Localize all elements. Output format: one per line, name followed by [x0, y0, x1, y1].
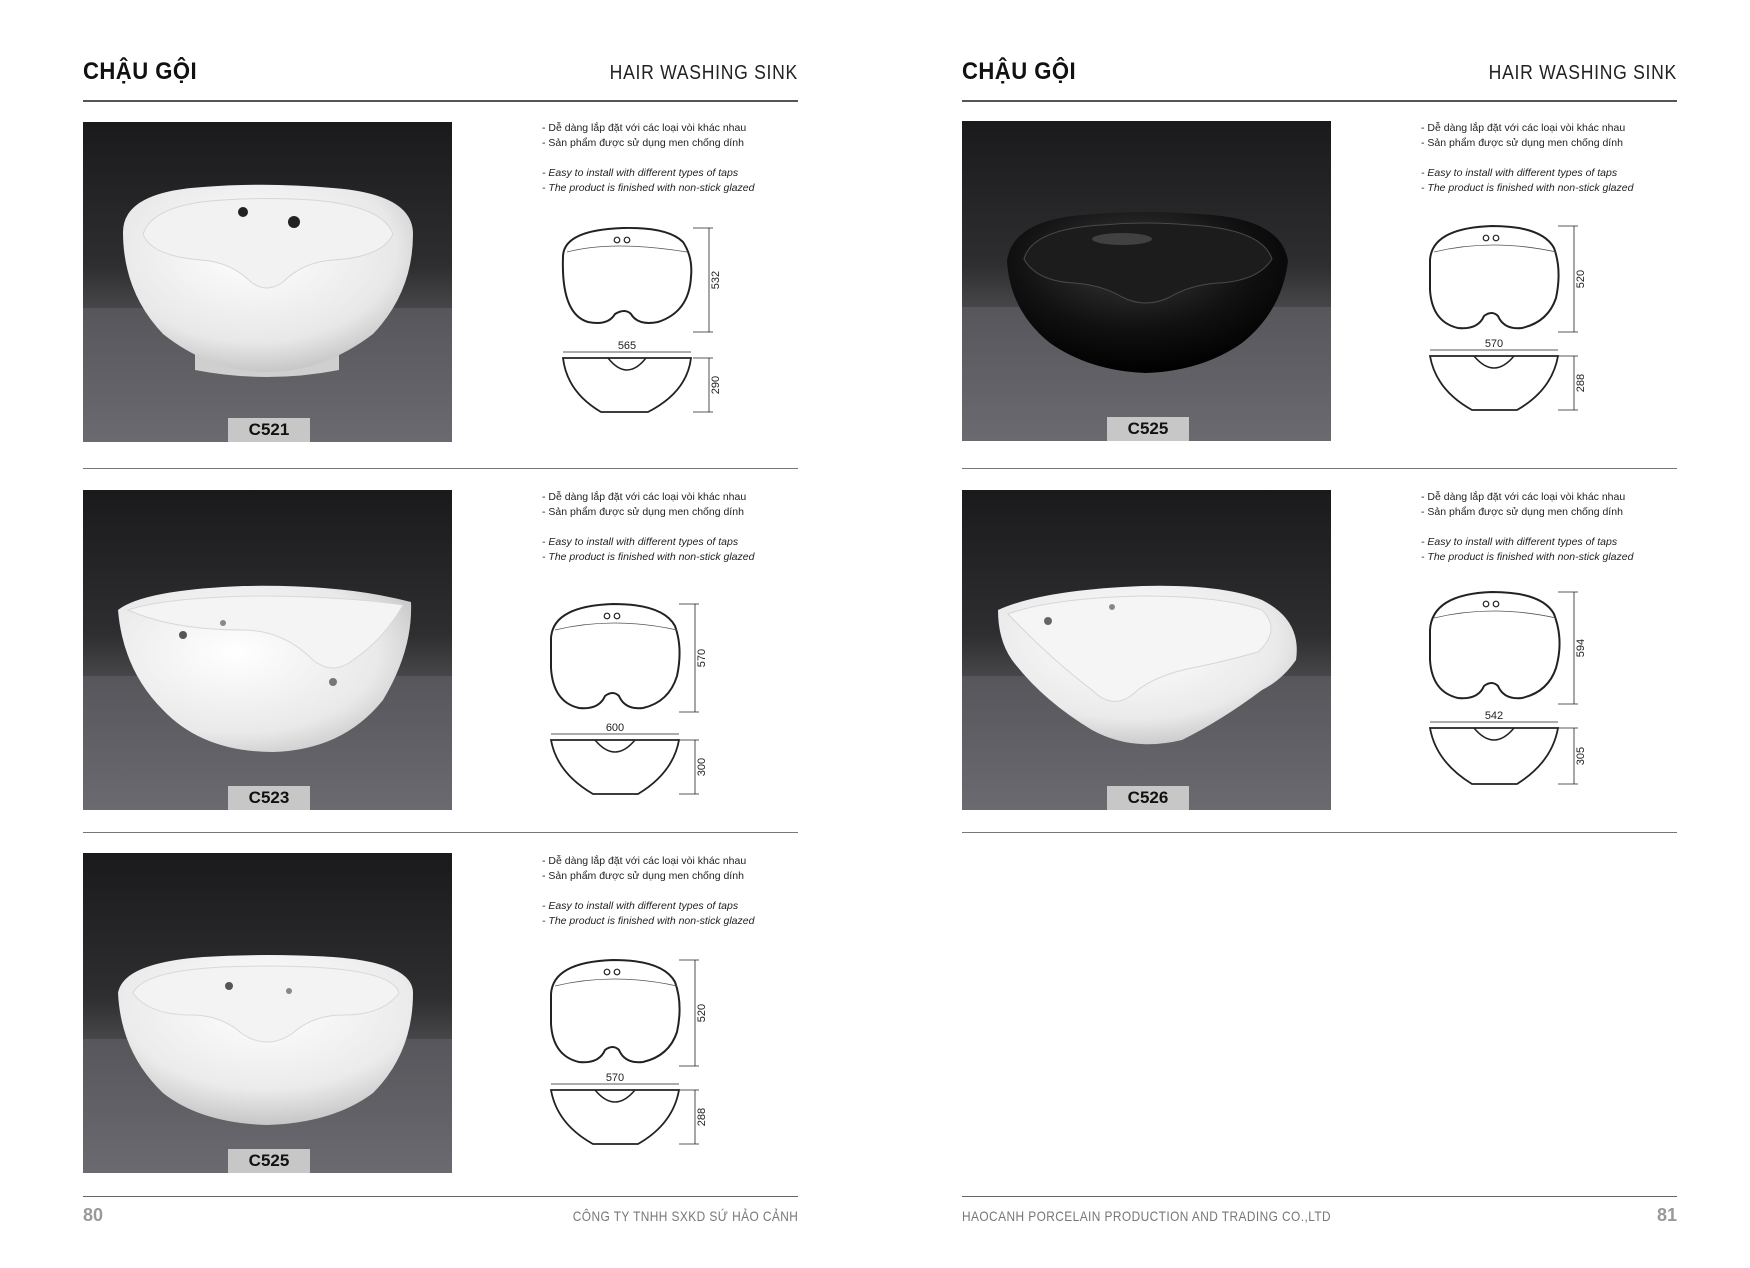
page-title-vi: CHẬU GỘI: [83, 58, 198, 85]
left-page: [83, 0, 798, 1268]
desc-vi-line: - Dễ dàng lắp đặt với các loại vòi khác nhau: [542, 490, 802, 505]
product-code: C523: [228, 786, 310, 810]
dimension-height: 300: [696, 757, 708, 777]
dimension-depth: 594: [1575, 638, 1587, 658]
product-photo-c525-white: [83, 853, 452, 1173]
page-title-en: HAIR WASHING SINK: [1488, 62, 1677, 84]
dimension-height: 288: [696, 1107, 708, 1127]
desc-vi-line: - Sản phẩm được sử dụng men chống dính: [1421, 136, 1681, 151]
product-description: [542, 854, 802, 929]
section-divider: [83, 832, 798, 833]
product-photo-c521: [83, 122, 452, 442]
desc-en-line: - Easy to install with different types of taps: [1421, 535, 1681, 550]
product-code: C521: [228, 418, 310, 442]
desc-vi-line: - Dễ dàng lắp đặt với các loại vòi khác nhau: [1421, 121, 1681, 136]
sink-image: [962, 490, 1331, 810]
dimension-width: 600: [605, 722, 625, 734]
product-photo-c525-black: [962, 121, 1331, 441]
product-description: [542, 490, 802, 565]
header-divider: [962, 100, 1677, 102]
product-code: C525: [1107, 417, 1189, 441]
desc-vi-line: - Dễ dàng lắp đặt với các loại vòi khác nhau: [542, 121, 802, 136]
dimension-width: 570: [605, 1072, 625, 1084]
product-description: [542, 121, 802, 196]
sink-image: [83, 122, 452, 442]
footer-company: HAOCANH PORCELAIN PRODUCTION AND TRADING CO.,LTD: [962, 1208, 1332, 1224]
dimension-width: 565: [617, 340, 637, 352]
dimension-width: 542: [1484, 710, 1504, 722]
desc-en-line: - Easy to install with different types of taps: [542, 166, 802, 181]
sink-image: [83, 853, 452, 1173]
page-title-vi: CHẬU GỘI: [962, 58, 1077, 85]
dimension-depth: 520: [1575, 269, 1587, 289]
page-header: [83, 58, 798, 98]
product-description: [1421, 121, 1681, 196]
sink-image: [83, 490, 452, 810]
desc-en-line: - The product is finished with non-stick glazed: [542, 914, 802, 929]
dimension-width: 570: [1484, 338, 1504, 350]
desc-en-line: - The product is finished with non-stick glazed: [542, 181, 802, 196]
right-page: [962, 0, 1677, 1268]
sink-image: [962, 121, 1331, 441]
dimension-depth: 532: [710, 270, 722, 290]
product-description: [1421, 490, 1681, 565]
dimension-depth: 520: [696, 1003, 708, 1023]
technical-drawing-c521: [553, 222, 753, 422]
dimension-height: 290: [710, 375, 722, 395]
desc-vi-line: - Sản phẩm được sử dụng men chống dính: [542, 505, 802, 520]
product-code: C526: [1107, 786, 1189, 810]
desc-en-line: - The product is finished with non-stick glazed: [1421, 550, 1681, 565]
product-photo-c526: [962, 490, 1331, 810]
desc-en-line: - The product is finished with non-stick glazed: [542, 550, 802, 565]
product-code: C525: [228, 1149, 310, 1173]
dimension-height: 288: [1575, 373, 1587, 393]
footer-divider: [83, 1196, 798, 1197]
technical-drawing-c525: [543, 954, 743, 1164]
desc-en-line: - Easy to install with different types of taps: [1421, 166, 1681, 181]
page-header: [962, 58, 1677, 98]
technical-drawing-c525: [1422, 220, 1622, 430]
footer-divider: [962, 1196, 1677, 1197]
desc-vi-line: - Sản phẩm được sử dụng men chống dính: [1421, 505, 1681, 520]
page-title-en: HAIR WASHING SINK: [609, 62, 798, 84]
technical-drawing-c523: [543, 598, 743, 808]
desc-vi-line: - Dễ dàng lắp đặt với các loại vòi khác nhau: [1421, 490, 1681, 505]
section-divider: [962, 832, 1677, 833]
section-divider: [83, 468, 798, 469]
desc-vi-line: - Dễ dàng lắp đặt với các loại vòi khác nhau: [542, 854, 802, 869]
dimension-height: 305: [1575, 746, 1587, 766]
desc-vi-line: - Sản phẩm được sử dụng men chống dính: [542, 869, 802, 884]
desc-vi-line: - Sản phẩm được sử dụng men chống dính: [542, 136, 802, 151]
technical-drawing-c526: [1422, 586, 1622, 796]
dimension-depth: 570: [696, 648, 708, 668]
product-photo-c523: [83, 490, 452, 810]
desc-en-line: - Easy to install with different types of taps: [542, 899, 802, 914]
section-divider: [962, 468, 1677, 469]
page-number: 80: [83, 1205, 104, 1225]
page-number: 81: [1656, 1205, 1677, 1225]
desc-en-line: - The product is finished with non-stick glazed: [1421, 181, 1681, 196]
header-divider: [83, 100, 798, 102]
footer-company: CÔNG TY TNHH SXKD SỨ HẢO CẢNH: [572, 1208, 798, 1224]
desc-en-line: - Easy to install with different types of taps: [542, 535, 802, 550]
